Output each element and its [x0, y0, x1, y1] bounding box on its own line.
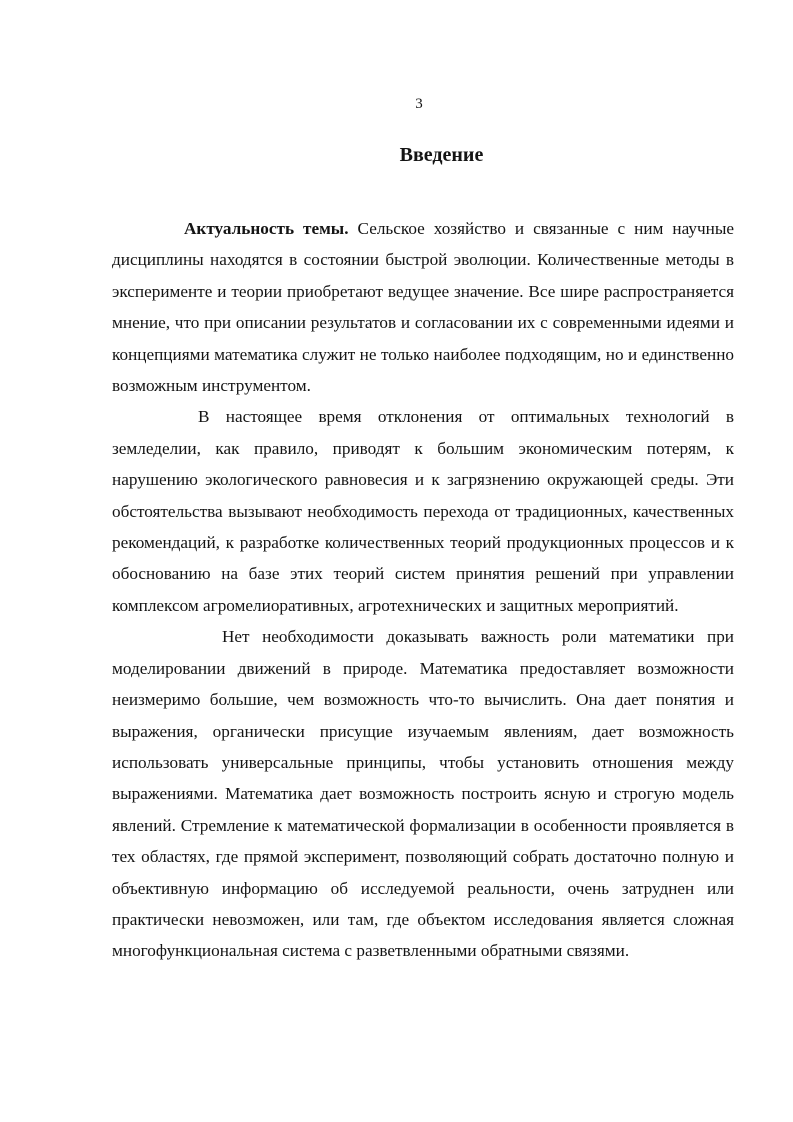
section-heading: Введение	[399, 144, 484, 166]
paragraph-technologies: В настоящее время отклонения от оптимальных технологий в земледелии, как правило, приводят к большим экономическим потерям, к нарушению экологического равновесия и к загрязнению окружающей среды. Эти обстоятельства вызывают необходимость перехода от традиционных, качественных рекомендаций, к разработке количественных теорий продукционных процессов и к обоснованию на базе этих теорий систем принятия решений при управлении комплексом агромелиоративных, агротехнических и защитных мероприятий.	[112, 407, 734, 615]
paragraph-relevance	[112, 213, 734, 401]
paragraph-lead: Актуальность темы.	[184, 219, 349, 238]
paragraph-text: Сельское хозяйство и связанные с ним научные дисциплины находятся в состоянии быстрой эволюции. Количественные методы в эксперименте и теории приобретают ведущее значение. Все шире распространяется мнение, что при описании результатов и согласовании их с современными идеями и концепциями математика служит не только наиболее подходящим, но и единственно возможным инструментом.	[112, 219, 734, 396]
page-number: 3	[415, 96, 423, 112]
document-body	[112, 213, 734, 967]
paragraph-mathematics: Нет необходимости доказывать важность роли математики при моделировании движений в природе. Математика предоставляет возможности неизмеримо большие, чем возможность что-то вычислить. Она дает понятия и выражения, органически присущие изучаемым явлениям, дает возможность использовать универсальные принципы, чтобы установить отношения между выражениями. Математика дает возможность построить ясную и строгую модель явлений. Стремление к математической формализации в особенности проявляется в тех областях, где прямой эксперимент, позволяющий собрать достаточно полную и объективную информацию об исследуемой реальности, очень затруднен или практически невозможен, или там, где объектом исследования является сложная многофункциональная система с разветвленными обратными связями.	[112, 627, 734, 961]
